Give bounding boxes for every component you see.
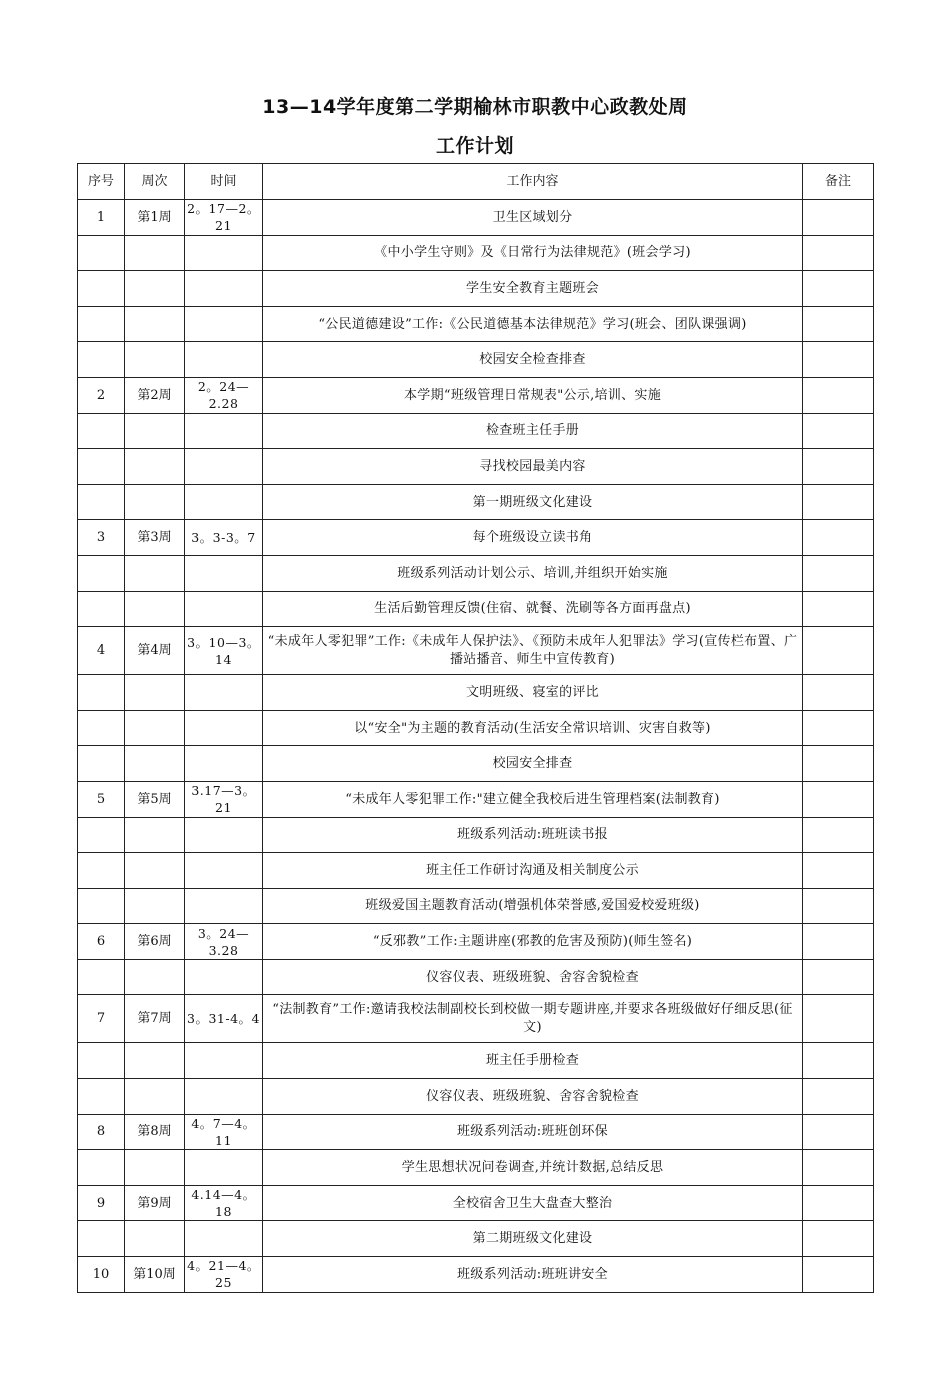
row-week-cell [125,710,185,746]
table-row [78,675,874,711]
row-content-cell: 学生思想状况问卷调查,并统计数据,总结反思 [263,1150,803,1186]
row-content-cell: 本学期“班级管理日常规表"公示,培训、实施 [263,377,803,413]
document-title-line-2: 工作计划 [435,135,514,157]
row-no-cell: 9 [78,1185,125,1221]
row-no-cell: 8 [78,1114,125,1150]
row-week-cell: 第7周 [125,995,185,1043]
table-row [78,1150,874,1186]
row-no-cell [78,1150,125,1186]
table-row [78,959,874,995]
header-time: 时间 [185,164,263,200]
row-week-cell [125,959,185,995]
row-week-cell [125,555,185,591]
row-no-cell [78,817,125,853]
row-content-cell: 班级系列活动:班班创环保 [263,1114,803,1150]
row-content-cell: 班级爱国主题教育活动(增强机体荣誉感,爱国爱校爱班级) [263,888,803,924]
row-time-cell [185,1221,263,1257]
row-content-cell: 班级系列活动:班班读书报 [263,817,803,853]
row-note-cell [803,1150,874,1186]
row-note-cell [803,995,874,1043]
row-content-cell: 班级系列活动计划公示、培训,并组织开始实施 [263,555,803,591]
table-row [78,1221,874,1257]
row-no-cell [78,1221,125,1257]
row-time-cell [185,710,263,746]
row-no-cell [78,1079,125,1115]
row-no-cell: 7 [78,995,125,1043]
row-content-cell: 第二期班级文化建设 [263,1221,803,1257]
row-no-cell: 10 [78,1257,125,1293]
row-time-cell [185,675,263,711]
row-note-cell [803,853,874,889]
table-row [78,995,874,1043]
row-no-cell: 1 [78,200,125,236]
row-no-cell [78,271,125,307]
row-week-cell [125,1150,185,1186]
row-content-cell: 全校宿舍卫生大盘查大整治 [263,1185,803,1221]
row-no-cell [78,591,125,627]
row-content-cell: 学生安全教育主题班会 [263,271,803,307]
weekly-work-plan-table [77,163,874,1293]
row-note-cell [803,413,874,449]
row-content-cell: “公民道德建设”工作:《公民道德基本法律规范》学习(班会、团队课强调) [263,306,803,342]
row-note-cell [803,1185,874,1221]
row-no-cell [78,342,125,378]
row-note-cell [803,520,874,556]
row-time-cell: 3。3-3。7 [185,520,263,556]
row-note-cell [803,959,874,995]
row-content-cell: 文明班级、寝室的评比 [263,675,803,711]
table-row [78,377,874,413]
row-week-cell [125,1079,185,1115]
table-row [78,591,874,627]
row-week-cell: 第4周 [125,627,185,675]
row-content-cell: 仪容仪表、班级班貌、舍容舍貌检查 [263,1079,803,1115]
row-note-cell [803,591,874,627]
row-time-cell: 2。24—2.28 [185,377,263,413]
row-week-cell: 第6周 [125,924,185,960]
row-content-cell: “未成年人零犯罪”工作:《未成年人保护法》、《预防未成年人犯罪法》学习(宣传栏布置、广播站播音、师生中宣传教育) [263,627,803,675]
table-row [78,484,874,520]
row-note-cell [803,271,874,307]
header-no: 序号 [78,164,125,200]
row-time-cell [185,235,263,271]
row-note-cell [803,377,874,413]
row-no-cell [78,959,125,995]
row-week-cell: 第8周 [125,1114,185,1150]
table-row [78,710,874,746]
row-time-cell: 4。7—4。11 [185,1114,263,1150]
row-no-cell [78,449,125,485]
table-row [78,520,874,556]
table-row [78,200,874,236]
table-row [78,555,874,591]
header-week: 周次 [125,164,185,200]
row-time-cell [185,342,263,378]
row-time-cell: 4。21—4。25 [185,1257,263,1293]
row-week-cell [125,817,185,853]
row-time-cell [185,449,263,485]
row-week-cell [125,271,185,307]
row-note-cell [803,924,874,960]
row-time-cell [185,888,263,924]
row-week-cell [125,1043,185,1079]
table-row [78,924,874,960]
row-content-cell: “未成年人零犯罪工作:"建立健全我校后进生管理档案(法制教育) [263,781,803,817]
header-note: 备注 [803,164,874,200]
row-no-cell [78,555,125,591]
row-week-cell [125,235,185,271]
row-note-cell [803,781,874,817]
row-no-cell: 5 [78,781,125,817]
table-row [78,746,874,782]
row-week-cell: 第1周 [125,200,185,236]
row-week-cell [125,342,185,378]
row-week-cell [125,306,185,342]
row-content-cell: 卫生区域划分 [263,200,803,236]
row-time-cell: 4.14—4。18 [185,1185,263,1221]
row-time-cell: 3。31-4。4 [185,995,263,1043]
row-content-cell: 每个班级设立读书角 [263,520,803,556]
row-no-cell [78,710,125,746]
row-time-cell: 3.17—3。21 [185,781,263,817]
row-no-cell [78,484,125,520]
row-no-cell: 4 [78,627,125,675]
row-note-cell [803,710,874,746]
row-content-cell: 校园安全检查排查 [263,342,803,378]
row-no-cell: 3 [78,520,125,556]
row-time-cell: 3。24—3.28 [185,924,263,960]
row-week-cell: 第10周 [125,1257,185,1293]
row-time-cell [185,1079,263,1115]
row-week-cell: 第5周 [125,781,185,817]
table-row [78,235,874,271]
row-note-cell [803,342,874,378]
row-time-cell [185,413,263,449]
row-week-cell [125,484,185,520]
row-note-cell [803,235,874,271]
row-week-cell [125,449,185,485]
row-note-cell [803,746,874,782]
row-no-cell [78,746,125,782]
row-content-cell: “反邪教”工作:主题讲座(邪教的危害及预防)(师生签名) [263,924,803,960]
table-row [78,306,874,342]
row-note-cell [803,1079,874,1115]
table-row [78,342,874,378]
row-note-cell [803,817,874,853]
row-note-cell [803,1043,874,1079]
row-week-cell [125,675,185,711]
row-note-cell [803,306,874,342]
row-content-cell: 班级系列活动:班班讲安全 [263,1257,803,1293]
row-note-cell [803,1257,874,1293]
row-no-cell: 6 [78,924,125,960]
table-body [78,200,874,1293]
row-week-cell [125,888,185,924]
row-note-cell [803,484,874,520]
table-row [78,1079,874,1115]
row-time-cell: 2。17—2。21 [185,200,263,236]
row-time-cell: 3。10—3。14 [185,627,263,675]
row-week-cell [125,746,185,782]
row-content-cell: 检查班主任手册 [263,413,803,449]
row-time-cell [185,591,263,627]
row-time-cell [185,306,263,342]
row-note-cell [803,675,874,711]
row-note-cell [803,200,874,236]
row-time-cell [185,555,263,591]
document-title-line-1: 13—14学年度第二学期榆林市职教中心政教处周 [262,96,688,118]
table-row [78,817,874,853]
row-week-cell [125,413,185,449]
row-week-cell [125,853,185,889]
row-time-cell [185,746,263,782]
row-note-cell [803,888,874,924]
row-no-cell [78,235,125,271]
row-content-cell: 班主任手册检查 [263,1043,803,1079]
table-row [78,449,874,485]
row-week-cell [125,591,185,627]
row-note-cell [803,627,874,675]
row-time-cell [185,959,263,995]
row-content-cell: 校园安全排查 [263,746,803,782]
row-week-cell: 第9周 [125,1185,185,1221]
row-no-cell [78,675,125,711]
row-note-cell [803,449,874,485]
row-no-cell: 2 [78,377,125,413]
row-week-cell [125,1221,185,1257]
row-no-cell [78,888,125,924]
row-content-cell: 寻找校园最美内容 [263,449,803,485]
row-time-cell [185,271,263,307]
table-row [78,413,874,449]
header-content: 工作内容 [263,164,803,200]
row-content-cell: 班主任工作研讨沟通及相关制度公示 [263,853,803,889]
row-content-cell: 仪容仪表、班级班貌、舍容舍貌检查 [263,959,803,995]
table-row [78,888,874,924]
table-row [78,627,874,675]
table-row [78,271,874,307]
row-content-cell: 第一期班级文化建设 [263,484,803,520]
row-no-cell [78,853,125,889]
row-no-cell [78,1043,125,1079]
table-row [78,1257,874,1293]
row-content-cell: “法制教育”工作:邀请我校法制副校长到校做一期专题讲座,并要求各班级做好仔细反思(征文) [263,995,803,1043]
row-no-cell [78,306,125,342]
row-time-cell [185,1150,263,1186]
row-week-cell: 第2周 [125,377,185,413]
table-row [78,781,874,817]
row-time-cell [185,817,263,853]
row-time-cell [185,853,263,889]
row-note-cell [803,1114,874,1150]
table-header-row [78,164,874,200]
row-time-cell [185,484,263,520]
table-row [78,1114,874,1150]
row-no-cell [78,413,125,449]
row-content-cell: 以“安全"为主题的教育活动(生活安全常识培训、灾害自救等) [263,710,803,746]
row-note-cell [803,1221,874,1257]
row-time-cell [185,1043,263,1079]
table-row [78,1043,874,1079]
table-row [78,1185,874,1221]
table-row [78,853,874,889]
row-note-cell [803,555,874,591]
row-content-cell: 生活后勤管理反馈(住宿、就餐、洗刷等各方面再盘点) [263,591,803,627]
row-week-cell: 第3周 [125,520,185,556]
row-content-cell: 《中小学生守则》及《日常行为法律规范》(班会学习) [263,235,803,271]
